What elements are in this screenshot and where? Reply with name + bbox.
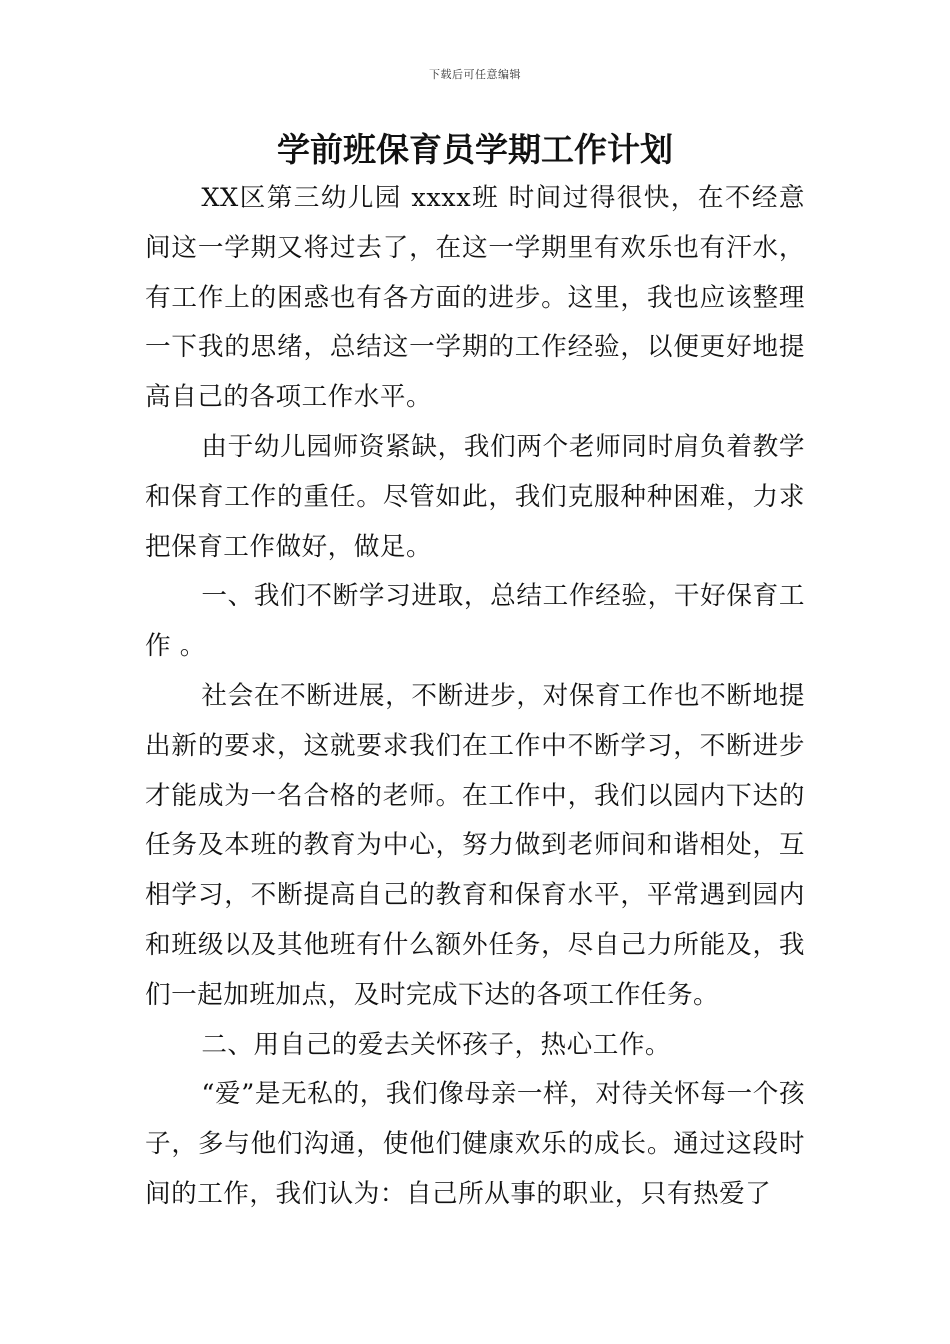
document-body	[145, 174, 805, 1220]
header-note: 下载后可任意编辑	[429, 68, 521, 81]
paragraph-learning: 社会在不断进展，不断进步，对保育工作也不断地提出新的要求，这就要求我们在工作中不断学习，不断进步才能成为一名合格的老师。在工作中，我们以园内下达的任务及本班的教育为中心，努力做到老师间和谐相处，互相学习，不断提高自己的教育和保育水平，平常遇到园内和班级以及其他班有什么额外任务，尽自己力所能及，我们一起加班加点，及时完成下达的各项工作任务。	[145, 680, 805, 1010]
section-heading-2: 二、用自己的爱去关怀孩子，热心工作。	[201, 1029, 672, 1060]
document-title: 学前班保育员学期工作计划	[277, 130, 673, 169]
section-heading-1: 一、我们不断学习进取，总结工作经验，干好保育工作 。	[145, 581, 805, 662]
paragraph-intro: XX区第三幼儿园 xxxx班 时间过得很快，在不经意间这一学期又将过去了，在这一学期里有欢乐也有汗水，有工作上的困惑也有各方面的进步。这里，我也应该整理一下我的思绪，总结这一学期的工作经验，以便更好地提高自己的各项工作水平。	[145, 183, 805, 413]
paragraph-love: “爱”是无私的，我们像母亲一样，对待关怀每一个孩子，多与他们沟通，使他们健康欢乐的成长。通过这段时间的工作，我们认为：自己所从事的职业，只有热爱了	[145, 1079, 805, 1209]
paragraph-staffing: 由于幼儿园师资紧缺，我们两个老师同时肩负着教学和保育工作的重任。尽管如此，我们克服种种困难，力求把保育工作做好，做足。	[145, 431, 805, 562]
